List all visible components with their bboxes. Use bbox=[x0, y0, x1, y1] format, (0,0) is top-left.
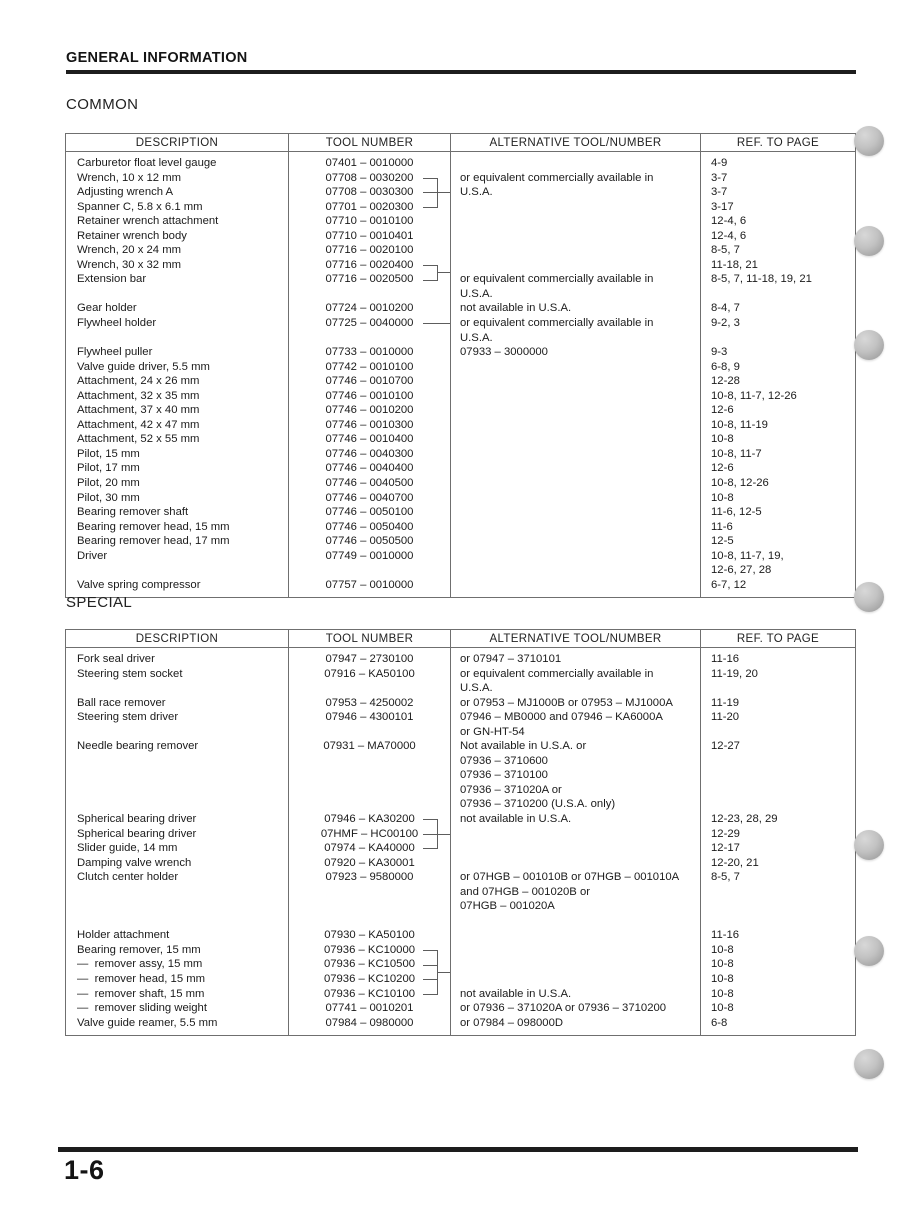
table-cell-line: or equivalent commercially available in bbox=[460, 317, 654, 330]
table-cell-line: 6-7, 12 bbox=[711, 578, 747, 591]
table-cell-line: Pilot, 30 mm bbox=[77, 491, 140, 504]
table-cell-line: Flywheel puller bbox=[77, 346, 153, 359]
table-cell-line bbox=[451, 549, 700, 564]
table-cell-line: 07741 – 0010201 bbox=[325, 1002, 414, 1015]
table-cell-line: Adjusting wrench A bbox=[77, 186, 174, 199]
common-tools-table bbox=[65, 133, 856, 598]
scan-artifact-dot bbox=[854, 830, 884, 860]
table-cell-line: 11-20 bbox=[711, 711, 740, 724]
table-cell-line: 07953 – 4250002 bbox=[325, 696, 414, 709]
header-divider-rule bbox=[66, 70, 856, 74]
table-cell-line bbox=[66, 783, 288, 798]
table-cell-line: or 07HGB – 001010B or 07HGB – 001010A bbox=[460, 871, 680, 884]
table-cell-line: 12-5 bbox=[711, 535, 734, 548]
column-header-ref-to-page: REF. TO PAGE bbox=[736, 136, 820, 149]
table-cell-line bbox=[451, 258, 700, 273]
table-cell-line bbox=[451, 534, 700, 549]
table-cell-line: or 07984 – 098000D bbox=[460, 1016, 564, 1029]
table-cell-line: Bearing remover head, 17 mm bbox=[77, 535, 230, 548]
table-body bbox=[66, 648, 855, 1035]
table-cell-line: 07936 – KC10100 bbox=[323, 987, 416, 1000]
table-cell-line: 8-5, 7 bbox=[711, 244, 740, 257]
table-cell-line: 07936 – 371020A or bbox=[460, 783, 562, 796]
table-cell-line bbox=[451, 229, 700, 244]
column-ref-to-page bbox=[701, 152, 855, 597]
table-cell-line: 07933 – 3000000 bbox=[460, 346, 548, 359]
special-tools-table bbox=[65, 629, 856, 1036]
table-cell-line: or equivalent commercially available in bbox=[460, 667, 654, 680]
table-cell-line: 07930 – KA50100 bbox=[324, 929, 415, 942]
table-cell-line: or GN-HT-54 bbox=[460, 725, 525, 738]
table-cell-line: 12-17 bbox=[711, 842, 740, 855]
section-label-special: SPECIAL bbox=[66, 594, 133, 611]
table-cell-line: 07710 – 0010401 bbox=[325, 229, 414, 242]
table-cell-line bbox=[451, 200, 700, 215]
table-cell-line bbox=[451, 476, 700, 491]
table-cell-line: Ball race remover bbox=[77, 696, 166, 709]
table-cell-line: U.S.A. bbox=[460, 287, 493, 300]
table-cell-line: 10-8, 11-7, 19, bbox=[711, 549, 784, 562]
table-cell-line: Retainer wrench attachment bbox=[77, 215, 219, 228]
table-cell-line: 10-8 bbox=[711, 1002, 734, 1015]
table-cell-line: or 07936 – 371020A or 07936 – 3710200 bbox=[460, 1002, 667, 1015]
table-cell-line: 11-19, 20 bbox=[711, 667, 758, 680]
table-cell-line bbox=[451, 432, 700, 447]
table-cell-line bbox=[451, 505, 700, 520]
scan-artifact-dot bbox=[854, 226, 884, 256]
table-cell-line bbox=[66, 768, 288, 783]
table-cell-line: 07746 – 0040300 bbox=[325, 447, 414, 460]
table-cell-line: or 07953 – MJ1000B or 07953 – MJ1000A bbox=[460, 696, 673, 709]
table-cell-line: 10-8, 11-7 bbox=[711, 447, 762, 460]
page-header-title: GENERAL INFORMATION bbox=[66, 50, 248, 66]
table-cell-line: 12-4, 6 bbox=[711, 229, 747, 242]
table-cell-line: 6-8 bbox=[711, 1016, 728, 1029]
table-cell-line bbox=[451, 156, 700, 171]
table-cell-line: Needle bearing remover bbox=[77, 740, 199, 753]
table-cell-line: Pilot, 20 mm bbox=[77, 477, 140, 490]
column-alternative bbox=[451, 152, 701, 597]
scan-artifact-dot bbox=[854, 1049, 884, 1079]
table-cell-line: Attachment, 32 x 35 mm bbox=[77, 389, 200, 402]
page-number: 1-6 bbox=[64, 1155, 105, 1185]
column-header-alternative: ALTERNATIVE TOOL/NUMBER bbox=[451, 630, 701, 647]
table-cell-line: Bearing remover head, 15 mm bbox=[77, 520, 230, 533]
table-cell-line: 07946 – 4300101 bbox=[325, 711, 414, 724]
table-cell-line: — remover head, 15 mm bbox=[77, 973, 206, 986]
table-header-row bbox=[66, 134, 855, 152]
table-cell-line: 07701 – 0020300 bbox=[325, 200, 414, 213]
table-cell-line: or equivalent commercially available in bbox=[460, 273, 654, 286]
table-cell-line: 07974 – KA40000 bbox=[324, 842, 415, 855]
table-cell-line: Retainer wrench body bbox=[77, 229, 187, 242]
table-cell-line: Damping valve wrench bbox=[77, 856, 192, 869]
table-cell-line: 11-16 bbox=[711, 653, 740, 665]
table-cell-line: 12-29 bbox=[711, 827, 740, 840]
table-cell-line: 07746 – 0010200 bbox=[325, 404, 414, 417]
table-cell-line: Spherical bearing driver bbox=[77, 827, 197, 840]
table-cell-line: 07746 – 0050400 bbox=[325, 520, 414, 533]
table-cell-line bbox=[451, 957, 700, 972]
table-cell-line bbox=[701, 914, 855, 929]
table-cell-line: 07708 – 0030300 bbox=[325, 186, 414, 199]
table-cell-line: 12-6 bbox=[711, 462, 734, 475]
table-cell-line: 07936 – 3710200 (U.S.A. only) bbox=[460, 798, 616, 811]
table-cell-line: Steering stem socket bbox=[77, 667, 183, 680]
table-cell-line: Bearing remover, 15 mm bbox=[77, 943, 201, 956]
table-cell-line bbox=[66, 914, 288, 929]
table-cell-line: 9-2, 3 bbox=[711, 317, 740, 330]
table-cell-line bbox=[66, 885, 288, 900]
table-cell-line: 10-8 bbox=[711, 958, 734, 971]
scan-artifact-dot bbox=[854, 936, 884, 966]
table-cell-line bbox=[701, 681, 855, 696]
column-tool-number bbox=[289, 152, 451, 597]
table-cell-line: Valve guide driver, 5.5 mm bbox=[77, 360, 210, 373]
table-cell-line bbox=[701, 287, 855, 302]
table-cell-line: 07984 – 0980000 bbox=[325, 1016, 414, 1029]
table-cell-line: 12-27 bbox=[711, 740, 740, 753]
table-cell-line bbox=[451, 243, 700, 258]
table-cell-line: 12-6 bbox=[711, 404, 734, 417]
table-cell-line: and 07HGB – 001020B or bbox=[460, 885, 591, 898]
column-header-description: DESCRIPTION bbox=[66, 134, 289, 151]
table-cell-line bbox=[66, 797, 288, 812]
table-cell-line: Slider guide, 14 mm bbox=[77, 842, 178, 855]
table-header-row bbox=[66, 630, 855, 648]
table-cell-line: 3-17 bbox=[711, 200, 734, 213]
table-cell-line: 11-19 bbox=[711, 696, 740, 709]
column-header-tool-number: TOOL NUMBER bbox=[289, 630, 451, 647]
table-cell-line: 07936 – KC10200 bbox=[323, 973, 416, 986]
table-cell-line: 10-8 bbox=[711, 433, 734, 446]
table-cell-line: — remover shaft, 15 mm bbox=[77, 987, 205, 1000]
table-cell-line: 07742 – 0010100 bbox=[325, 360, 414, 373]
table-cell-line: not available in U.S.A. bbox=[460, 987, 572, 1000]
table-cell-line: 07746 – 0050100 bbox=[325, 506, 414, 519]
table-cell-line: 8-4, 7 bbox=[711, 302, 740, 315]
table-cell-line bbox=[701, 783, 855, 798]
table-cell-line bbox=[451, 418, 700, 433]
table-cell-line bbox=[451, 914, 700, 929]
table-cell-line: 07HMF – HC00100 bbox=[320, 827, 419, 840]
table-cell-line: Spanner C, 5.8 x 6.1 mm bbox=[77, 200, 203, 213]
table-cell-line: 12-28 bbox=[711, 375, 740, 388]
table-cell-line: 07716 – 0020100 bbox=[325, 244, 414, 257]
table-cell-line bbox=[701, 331, 855, 346]
table-cell-line: 07710 – 0010100 bbox=[325, 215, 414, 228]
table-cell-line bbox=[66, 563, 288, 578]
table-cell-line bbox=[66, 681, 288, 696]
table-cell-line bbox=[66, 287, 288, 302]
table-cell-line: 07716 – 0020500 bbox=[325, 273, 414, 286]
table-cell-line: or equivalent commercially available in bbox=[460, 171, 654, 184]
table-cell-line: 07746 – 0040700 bbox=[325, 491, 414, 504]
table-cell-line: 10-8 bbox=[711, 943, 734, 956]
table-cell-line: Pilot, 15 mm bbox=[77, 447, 140, 460]
column-description bbox=[66, 152, 289, 597]
table-cell-line: 10-8, 11-7, 12-26 bbox=[711, 389, 797, 402]
table-cell-line: not available in U.S.A. bbox=[460, 302, 572, 315]
table-cell-line: Attachment, 37 x 40 mm bbox=[77, 404, 200, 417]
table-cell-line bbox=[451, 827, 700, 842]
table-cell-line: 07931 – MA70000 bbox=[323, 740, 416, 753]
table-cell-line bbox=[701, 797, 855, 812]
scan-artifact-dot bbox=[854, 330, 884, 360]
scan-artifact-dot bbox=[854, 126, 884, 156]
table-cell-line: 10-8 bbox=[711, 987, 734, 1000]
table-cell-line: 07725 – 0040000 bbox=[325, 317, 414, 330]
table-cell-line: 10-8 bbox=[711, 973, 734, 986]
table-cell-line: Wrench, 30 x 32 mm bbox=[77, 258, 182, 271]
table-cell-line: Gear holder bbox=[77, 302, 137, 315]
table-cell-line: Driver bbox=[77, 549, 108, 562]
table-cell-line: 6-8, 9 bbox=[711, 360, 740, 373]
table-cell-line: 3-7 bbox=[711, 186, 728, 199]
table-cell-line: 07746 – 0010700 bbox=[325, 375, 414, 388]
table-cell-line: U.S.A. bbox=[460, 186, 493, 199]
table-cell-line bbox=[451, 447, 700, 462]
table-cell-line bbox=[451, 360, 700, 375]
table-cell-line bbox=[701, 899, 855, 914]
table-cell-line: 07946 – MB0000 and 07946 – KA6000A bbox=[460, 711, 663, 724]
table-cell-line: Attachment, 42 x 47 mm bbox=[77, 418, 200, 431]
table-cell-line: Steering stem driver bbox=[77, 711, 179, 724]
table-cell-line bbox=[66, 725, 288, 740]
column-header-tool-number: TOOL NUMBER bbox=[289, 134, 451, 151]
column-alternative bbox=[451, 648, 701, 1035]
table-cell-line: 8-5, 7 bbox=[711, 871, 740, 884]
scan-artifact-dot bbox=[854, 582, 884, 612]
table-cell-line: 07746 – 0010300 bbox=[325, 418, 414, 431]
table-cell-line bbox=[451, 374, 700, 389]
column-header-ref-to-page: REF. TO PAGE bbox=[736, 632, 820, 645]
table-cell-line: Flywheel holder bbox=[77, 317, 157, 330]
table-cell-line: 07936 – KC10500 bbox=[323, 958, 416, 971]
bracket-connector bbox=[420, 648, 450, 1035]
table-cell-line: 07936 – KC10000 bbox=[323, 943, 416, 956]
table-cell-line: 8-5, 7, 11-18, 19, 21 bbox=[711, 273, 812, 286]
table-cell-line: Bearing remover shaft bbox=[77, 506, 189, 519]
table-cell-line: 07708 – 0030200 bbox=[325, 171, 414, 184]
table-cell-line: 9-3 bbox=[711, 346, 728, 359]
table-cell-line: or 07947 – 3710101 bbox=[460, 653, 562, 665]
table-cell-line bbox=[451, 389, 700, 404]
table-cell-line: 12-6, 27, 28 bbox=[711, 564, 772, 577]
table-cell-line bbox=[66, 331, 288, 346]
table-cell-line: 07923 – 9580000 bbox=[325, 871, 414, 884]
table-cell-line bbox=[451, 856, 700, 871]
table-cell-line: 11-6, 12-5 bbox=[711, 506, 762, 519]
column-ref-to-page bbox=[701, 648, 855, 1035]
table-cell-line: 07401 – 0010000 bbox=[325, 157, 414, 169]
table-cell-line bbox=[701, 754, 855, 769]
table-cell-line: Not available in U.S.A. or bbox=[460, 740, 587, 753]
table-cell-line: Fork seal driver bbox=[77, 653, 155, 665]
table-cell-line: 10-8 bbox=[711, 491, 734, 504]
table-cell-line: Spherical bearing driver bbox=[77, 813, 197, 826]
table-cell-line bbox=[66, 754, 288, 769]
table-cell-line: 07HGB – 001020A bbox=[460, 900, 555, 913]
table-cell-line: 07746 – 0050500 bbox=[325, 535, 414, 548]
table-cell-line: Clutch center holder bbox=[77, 871, 179, 884]
table-cell-line bbox=[451, 491, 700, 506]
table-cell-line: Valve guide reamer, 5.5 mm bbox=[77, 1016, 218, 1029]
table-cell-line: 07746 – 0010400 bbox=[325, 433, 414, 446]
table-cell-line bbox=[701, 885, 855, 900]
table-cell-line bbox=[701, 768, 855, 783]
table-cell-line bbox=[451, 841, 700, 856]
column-header-description: DESCRIPTION bbox=[66, 630, 289, 647]
table-cell-line: 10-8, 12-26 bbox=[711, 477, 769, 490]
table-cell-line: Holder attachment bbox=[77, 929, 170, 942]
table-cell-line: 12-4, 6 bbox=[711, 215, 747, 228]
table-cell-line bbox=[451, 520, 700, 535]
table-cell-line: 07716 – 0020400 bbox=[325, 258, 414, 271]
column-description bbox=[66, 648, 289, 1035]
table-cell-line: Extension bar bbox=[77, 273, 147, 286]
table-cell-line: 07749 – 0010000 bbox=[325, 549, 414, 562]
table-cell-line: 11-6 bbox=[711, 520, 733, 533]
table-body bbox=[66, 152, 855, 597]
table-cell-line: 07920 – KA30001 bbox=[324, 856, 415, 869]
table-cell-line: not available in U.S.A. bbox=[460, 813, 572, 826]
table-cell-line: 07746 – 0040400 bbox=[325, 462, 414, 475]
table-cell-line bbox=[701, 725, 855, 740]
table-cell-line: 4-9 bbox=[711, 157, 728, 169]
footer-divider-rule bbox=[58, 1147, 858, 1152]
table-cell-line: Attachment, 24 x 26 mm bbox=[77, 375, 200, 388]
table-cell-line: 07936 – 3710100 bbox=[460, 769, 548, 782]
table-cell-line bbox=[451, 563, 700, 578]
table-cell-line: 07724 – 0010200 bbox=[325, 302, 414, 315]
table-cell-line: 11-18, 21 bbox=[711, 258, 758, 271]
table-cell-line: 07936 – 3710600 bbox=[460, 754, 548, 767]
table-cell-line: 07746 – 0040500 bbox=[325, 477, 414, 490]
table-cell-line: 07733 – 0010000 bbox=[325, 346, 414, 359]
table-cell-line: Wrench, 20 x 24 mm bbox=[77, 244, 182, 257]
table-cell-line: U.S.A. bbox=[460, 331, 493, 344]
table-cell-line bbox=[451, 972, 700, 987]
table-cell-line: Pilot, 17 mm bbox=[77, 462, 140, 475]
table-cell-line: 07916 – KA50100 bbox=[324, 667, 415, 680]
bracket-connector bbox=[420, 152, 450, 597]
column-tool-number bbox=[289, 648, 451, 1035]
table-cell-line bbox=[66, 899, 288, 914]
table-cell-line: 11-16 bbox=[711, 929, 740, 942]
table-cell-line bbox=[451, 943, 700, 958]
table-cell-line: Carburetor float level gauge bbox=[77, 157, 217, 169]
table-cell-line bbox=[451, 928, 700, 943]
table-cell-line bbox=[451, 578, 700, 593]
table-cell-line: Valve spring compressor bbox=[77, 578, 201, 591]
table-cell-line: 12-20, 21 bbox=[711, 856, 759, 869]
table-cell-line: 10-8, 11-19 bbox=[711, 418, 768, 431]
table-cell-line: 07757 – 0010000 bbox=[325, 578, 414, 591]
table-cell-line bbox=[451, 461, 700, 476]
table-cell-line: 3-7 bbox=[711, 171, 728, 184]
table-cell-line: U.S.A. bbox=[460, 682, 493, 695]
table-cell-line: 07746 – 0010100 bbox=[325, 389, 414, 402]
table-cell-line: 07946 – KA30200 bbox=[324, 813, 415, 826]
table-cell-line bbox=[451, 403, 700, 418]
table-cell-line: 07947 – 2730100 bbox=[325, 653, 414, 665]
column-header-alternative: ALTERNATIVE TOOL/NUMBER bbox=[451, 134, 701, 151]
table-cell-line: — remover assy, 15 mm bbox=[77, 958, 203, 971]
section-label-common: COMMON bbox=[66, 96, 139, 113]
table-cell-line: — remover sliding weight bbox=[77, 1002, 207, 1015]
table-cell-line bbox=[451, 214, 700, 229]
table-cell-line: Wrench, 10 x 12 mm bbox=[77, 171, 182, 184]
table-cell-line: 12-23, 28, 29 bbox=[711, 813, 778, 826]
table-cell-line: Attachment, 52 x 55 mm bbox=[77, 433, 200, 446]
